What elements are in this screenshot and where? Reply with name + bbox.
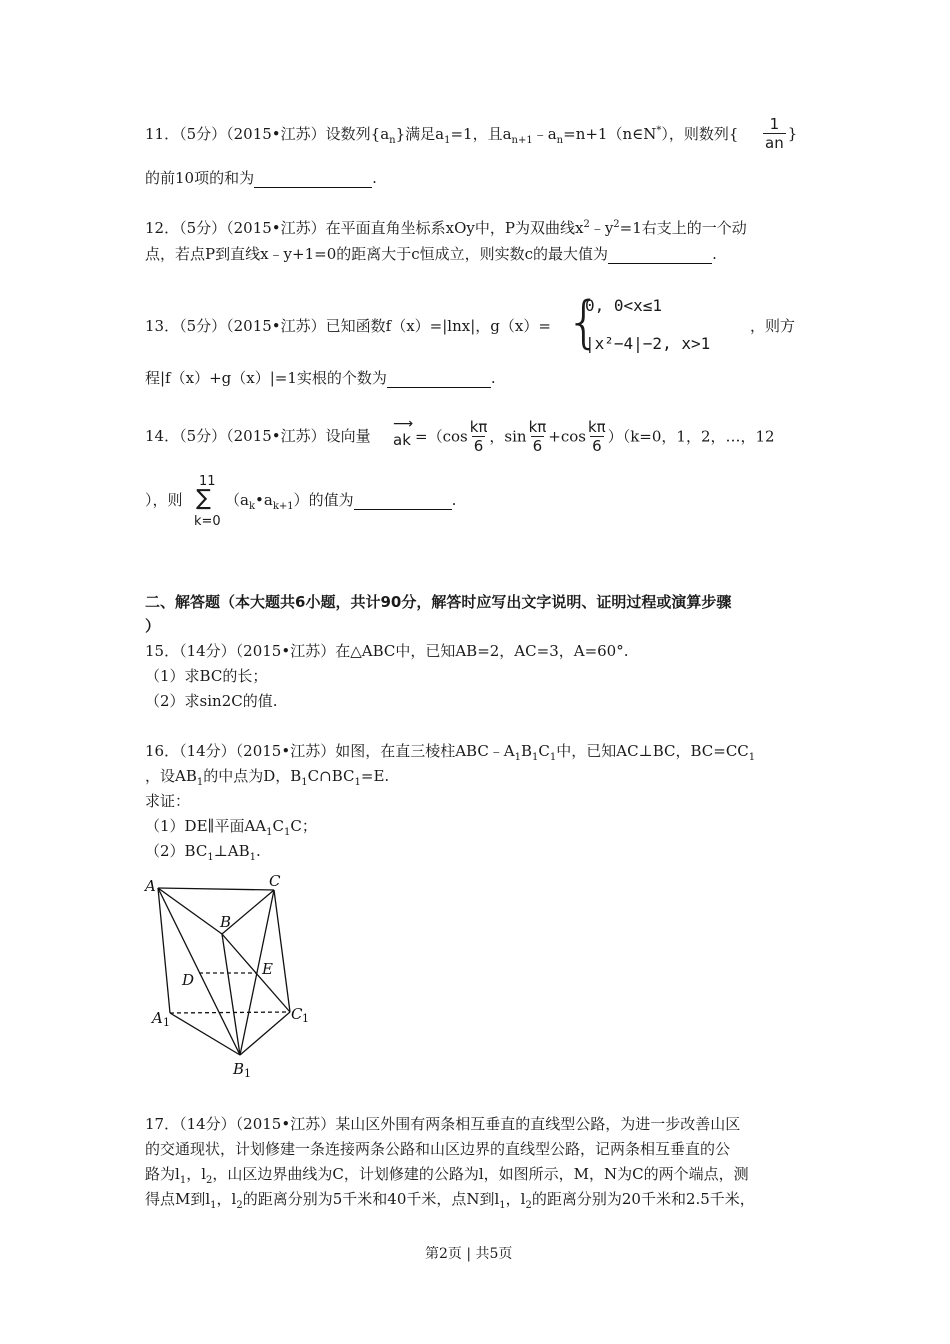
q16-text: 的中点为D，B [203,767,302,785]
q11-sup: * [656,125,662,136]
edge-A1C1 [170,1012,290,1013]
q16-sub: 1 [283,827,291,838]
fraction [588,418,606,455]
section-title: 二、解答题（本大题共6小题，共计90分，解答时应写出文字说明、证明过程或演算步骤 [145,593,732,611]
q17-line4 [145,1189,755,1209]
piecewise-brace: { [566,290,602,355]
q13-tail: ，则方 [750,317,796,335]
piecewise-case2: |x²−4|−2, x>1 [585,334,711,353]
sum-lower-limit: k=0 [194,514,221,529]
q14-text: . [451,491,457,509]
fraction [763,115,786,152]
q15-line1: 15．（14分）（2015•江苏）在△ABC中，已知AB=2，AC=3，A=60°. [145,642,629,660]
q14-text: =（cos [415,427,468,446]
q17-sub: 2 [206,1175,213,1186]
q13-line2 [145,368,496,388]
vector-name: ak [393,431,411,449]
sigma-icon: ∑ [196,486,211,511]
q11-text: 的前10项的和为 [145,169,255,187]
segment-CB1 [240,890,274,1055]
q11-line2 [145,168,377,188]
q14-text: •a [255,491,273,509]
q15-line3: （2）求sin2C的值. [145,692,278,710]
q16-sub: 1 [266,827,273,838]
q11-text: }满足a [395,125,445,143]
q11-line1 [145,124,738,144]
q12-text: 点，若点P到直线x﹣y+1=0的距离大于c恒成立，则实数c的最大值为 [145,245,609,263]
q17-line3 [145,1164,749,1184]
fraction-numerator: kπ [588,418,606,436]
section-title-end: ） [145,617,161,635]
edge-CC1 [274,890,290,1012]
piecewise-case1: 0, 0<x≤1 [585,296,663,315]
q16-sub: 1 [207,852,214,863]
page-footer: 第2页 | 共5页 [425,1246,513,1262]
q11-sub: n [556,135,564,146]
q11-sub: n [389,135,396,146]
answer-blank [354,493,452,510]
q16-sub: 1 [301,777,308,788]
q17-text: ，l [186,1165,206,1183]
q11-sub: n+1 [511,135,533,146]
q16-line5 [145,841,261,861]
q14-text: 14．（5分）（2015•江苏）设向量 [145,427,371,445]
q13-text: 13．（5分）（2015•江苏）已知函数f（x）=|lnx|，g（x）= [145,317,551,335]
q17-line2: 的交通现状，计划修建一条连接两条公路和山区边界的直线型公路，记两条相互垂直的公 [145,1140,731,1158]
q12-text: ﹣y [589,219,614,237]
q16-sub: 1 [748,752,756,763]
q14-sub: k+1 [272,501,294,512]
q12-line2 [145,244,717,264]
q17-sub: 2 [236,1200,243,1211]
label-C1-sub: 1 [302,1012,309,1025]
q16-line1 [145,741,755,761]
label-A1: A [152,1009,163,1027]
q16-line3: 求证： [145,792,191,810]
q16-text: ⊥AB [213,842,250,860]
q16-text: ，设AB [145,767,197,785]
q17-text: 的距离分别为20千米和2.5千米， [531,1190,755,1208]
q11-text: ﹣a [532,125,557,143]
label-B1-sub: 1 [244,1067,251,1080]
q16-text: B [521,742,533,760]
segment-AB1 [158,888,240,1055]
label-C1: C [291,1005,303,1023]
label-A1-sub: 1 [163,1016,170,1029]
q17-text: 的距离分别为5千米和40千米，点N到l [242,1190,500,1208]
q14-line2-rest [225,490,456,510]
q17-line1: 17．（14分）（2015•江苏）某山区外围有两条相互垂直的直线型公路，为进一步改善山区 [145,1115,741,1133]
edge-B1C1 [240,1012,290,1055]
q11-text: } [787,124,798,143]
q16-sub: 1 [354,777,361,788]
q12-text: . [712,245,717,263]
q14-line1 [145,426,371,446]
fraction-denominator: 6 [473,437,484,455]
q16-line2 [145,766,389,786]
q16-sub: 1 [514,752,522,763]
q14-line1-rest [415,418,775,455]
q13-text: 程|f（x）+g（x）|=1实根的个数为 [145,369,387,387]
label-D: D [182,971,195,989]
q17-sub: 1 [179,1175,187,1186]
q14-sub: k [248,501,256,512]
q17-sub: 2 [525,1200,532,1211]
q16-text: （2）BC [145,842,208,860]
q11-text: . [372,169,377,187]
q17-text: 路为l [145,1165,180,1183]
q16-sub: 1 [532,752,539,763]
q16-text: C； [290,817,317,835]
fraction [529,418,547,455]
q12-line1 [145,218,747,238]
q17-text: ，l [505,1190,526,1208]
answer-blank [608,247,712,264]
q16-sub: 1 [196,777,204,788]
edge-AA1 [158,888,170,1013]
q12-text: =1右支上的一个动 [619,219,747,237]
q17-sub: 1 [499,1200,506,1211]
q11-text: =1，且a [450,125,512,143]
segment-BC1 [222,934,290,1012]
vector-ak [393,416,414,449]
q14-text: ，sin [489,427,527,446]
q16-text: 中，已知AC⊥BC，BC=CC [556,742,749,760]
q16-text: C∩BC [307,767,355,785]
q16-text: 16．（14分）（2015•江苏）如图，在直三棱柱ABC﹣A [145,742,515,760]
q14-text: （a [225,491,249,509]
vector-arrow-icon: ⟶ [393,416,414,432]
answer-blank [254,171,372,188]
sum-upper-limit: 11 [199,474,216,489]
fraction-denominator: 6 [592,437,602,455]
answer-blank [387,371,491,388]
q12-text: 12．（5分）（2015•江苏）在平面直角坐标系xOy中，P为双曲线x [145,219,584,237]
q11-text: ），则数列{ [661,125,739,143]
label-A: A [145,877,156,895]
edge-BC [222,890,274,934]
fraction [470,418,488,455]
q12-sup: 2 [613,219,620,230]
q16-sub: 1 [249,852,257,863]
q11-fraction [761,115,797,152]
label-E: E [262,960,273,978]
q14-text: ）的值为 [293,491,354,509]
fraction-denominator: 6 [532,437,543,455]
edge-A1B1 [170,1013,240,1055]
q13-line1 [145,316,551,336]
q13-text: . [490,369,496,387]
fraction-numerator: kπ [469,418,488,436]
q16-sub: 1 [549,752,557,763]
label-B: B [220,913,232,931]
fraction-denominator: an [765,134,784,152]
q12-sup: 2 [583,219,590,230]
edge-BB1 [222,934,240,1055]
q16-text: （1）DE∥平面AA [145,817,267,835]
edge-AC [158,888,274,890]
edge-AB [158,888,222,934]
q16-line4 [145,816,317,836]
q17-text: ，山区边界曲线为C，计划修建的公路为l，如图所示，M，N为C的两个端点，测 [212,1165,749,1183]
q14-text: ）（k=0，1，2，…，12 [607,427,775,446]
q14-line2 [145,490,183,510]
label-B1: B [233,1060,245,1078]
q16-text: C [272,817,284,835]
q16-text: . [256,842,261,860]
q14-text: ），则 [145,491,183,509]
fraction-numerator: kπ [528,418,547,436]
fraction-numerator: 1 [769,115,780,133]
label-C: C [269,872,281,890]
q17-text: ，l [216,1190,237,1208]
q17-text: 得点M到l [145,1190,211,1208]
q11-text: 11．（5分）（2015•江苏）设数列{a [145,125,390,143]
q16-text: C [538,742,550,760]
q14-text: +cos [548,427,586,446]
q15-line2: （1）求BC的长； [145,667,268,685]
q16-text: =E. [360,767,390,785]
q11-text: =n+1（n∈N [563,125,657,143]
q17-sub: 1 [210,1200,217,1211]
q11-sub: 1 [444,135,451,146]
